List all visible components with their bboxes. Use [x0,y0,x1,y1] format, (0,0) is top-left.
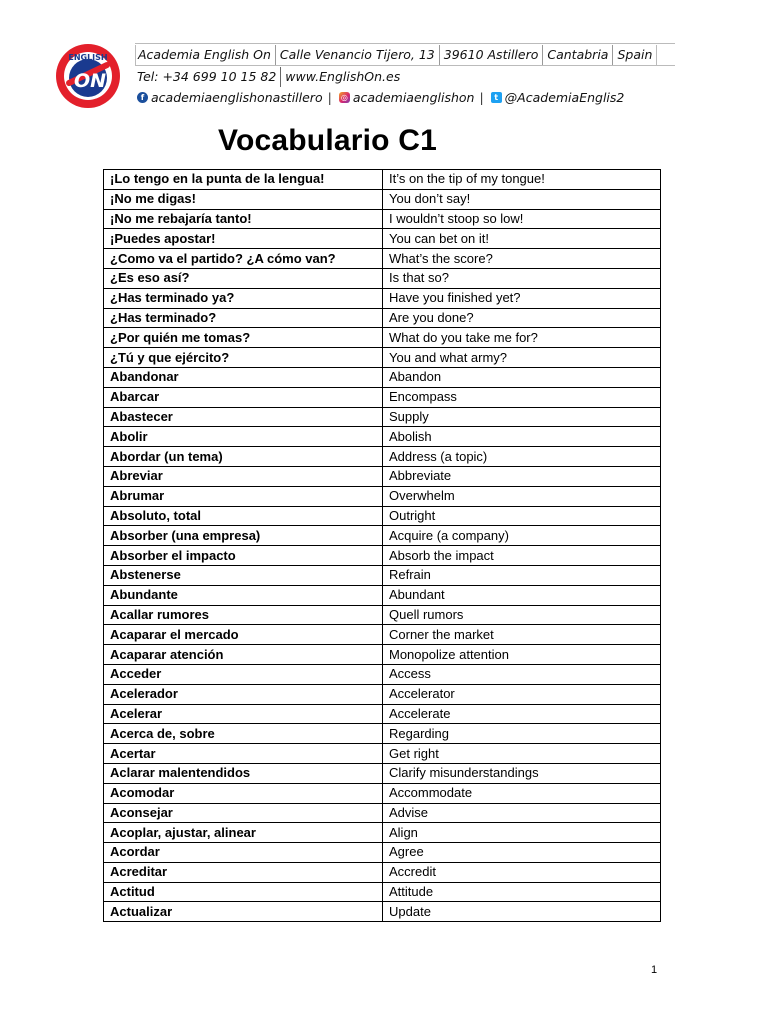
phone-number: Tel: +34 699 10 15 82 [137,68,277,84]
english-translation: Quell rumors [383,605,661,625]
english-translation: What’s the score? [383,249,661,269]
table-row [104,823,661,843]
spanish-term: ¡Lo tengo en la punta de la lengua! [104,170,383,190]
spanish-term: ¿Por quién me tomas? [104,328,383,348]
english-translation: Advise [383,803,661,823]
postal-city: 39610 Astillero [439,45,543,65]
table-row [104,645,661,665]
region: Cantabria [542,45,612,65]
separator: | [327,90,332,105]
english-translation: It’s on the tip of my tongue! [383,170,661,190]
spanish-term: Abordar (un tema) [104,447,383,467]
spanish-term: ¡No me rebajaría tanto! [104,209,383,229]
spanish-term: Acelerador [104,684,383,704]
table-row [104,526,661,546]
english-translation: Abandon [383,367,661,387]
spanish-term: Absorber (una empresa) [104,526,383,546]
english-translation: Supply [383,407,661,427]
spanish-term: Acaparar el mercado [104,625,383,645]
table-row [104,348,661,368]
spanish-term: Abstenerse [104,565,383,585]
table-row [104,229,661,249]
english-translation: Clarify misunderstandings [383,763,661,783]
spanish-term: Acordar [104,843,383,863]
table-row [104,704,661,724]
logo-text-main: ON [73,70,107,92]
spanish-term: Acelerar [104,704,383,724]
spanish-term: Acreditar [104,862,383,882]
instagram-handle[interactable]: academiaenglishon [352,90,475,105]
english-translation: Abundant [383,585,661,605]
twitter-handle[interactable]: @AcademiaEnglis2 [504,90,625,105]
english-translation: Monopolize attention [383,645,661,665]
spanish-term: Abreviar [104,466,383,486]
spanish-term: ¡No me digas! [104,189,383,209]
facebook-handle[interactable]: academiaenglishonastillero [151,90,323,105]
english-translation: You and what army? [383,348,661,368]
table-row [104,328,661,348]
logo-text-top: ENGLISH [68,53,108,62]
english-translation: Align [383,823,661,843]
table-row [104,447,661,467]
english-translation: Accredit [383,862,661,882]
english-translation: Outright [383,506,661,526]
table-row [104,209,661,229]
table-row [104,486,661,506]
spanish-term: Acceder [104,664,383,684]
country: Spain [612,45,657,65]
header-address-row [135,43,675,66]
table-row [104,724,661,744]
spanish-term: Acoplar, ajustar, alinear [104,823,383,843]
english-translation: Are you done? [383,308,661,328]
spanish-term: Abolir [104,427,383,447]
english-translation: Get right [383,744,661,764]
english-translation: Abolish [383,427,661,447]
english-translation: Attitude [383,882,661,902]
spanish-term: Actitud [104,882,383,902]
table-row [104,664,661,684]
contact-header [135,43,675,108]
english-translation: Overwhelm [383,486,661,506]
table-row [104,565,661,585]
table-row [104,744,661,764]
table-row [104,862,661,882]
table-row [104,466,661,486]
spanish-term: Abarcar [104,387,383,407]
spanish-term: Absorber el impacto [104,546,383,566]
english-translation: Have you finished yet? [383,288,661,308]
spanish-term: Aclarar malentendidos [104,763,383,783]
spanish-term: Acaparar atención [104,645,383,665]
english-translation: Corner the market [383,625,661,645]
english-translation: Accelerate [383,704,661,724]
spanish-term: ¡Puedes apostar! [104,229,383,249]
english-translation: What do you take me for? [383,328,661,348]
english-on-logo-icon [55,43,121,109]
table-row [104,249,661,269]
english-translation: Accelerator [383,684,661,704]
twitter-icon: t [491,92,502,103]
table-row [104,189,661,209]
spanish-term: ¿Como va el partido? ¿A cómo van? [104,249,383,269]
english-translation: Is that so? [383,268,661,288]
english-translation: Refrain [383,565,661,585]
spanish-term: ¿Tú y que ejército? [104,348,383,368]
english-translation: Address (a topic) [383,447,661,467]
table-row [104,506,661,526]
vocabulary-table-body [104,170,661,922]
table-row [104,902,661,922]
spanish-term: ¿Has terminado? [104,308,383,328]
table-row [104,407,661,427]
academy-name: Academia English On [135,45,275,65]
street-address: Calle Venancio Tijero, 13 [275,45,439,65]
page-number: 1 [651,964,658,976]
spanish-term: Actualizar [104,902,383,922]
table-row [104,427,661,447]
english-translation: Regarding [383,724,661,744]
table-row [104,684,661,704]
spanish-term: Aconsejar [104,803,383,823]
separator: | [479,90,484,105]
table-row [104,288,661,308]
table-row [104,783,661,803]
spanish-term: Abandonar [104,367,383,387]
page-title: Vocabulario C1 [218,124,437,157]
table-row [104,625,661,645]
table-row [104,268,661,288]
english-translation: I wouldn’t stoop so low! [383,209,661,229]
english-translation: You don’t say! [383,189,661,209]
table-row [104,387,661,407]
spanish-term: Acerca de, sobre [104,724,383,744]
instagram-icon: ◎ [339,92,350,103]
facebook-icon: f [137,92,148,103]
spanish-term: Absoluto, total [104,506,383,526]
table-row [104,882,661,902]
table-row [104,367,661,387]
table-row [104,803,661,823]
english-translation: Abbreviate [383,466,661,486]
english-translation: You can bet on it! [383,229,661,249]
spanish-term: Acomodar [104,783,383,803]
spanish-term: Acertar [104,744,383,764]
table-row [104,546,661,566]
english-translation: Access [383,664,661,684]
english-translation: Encompass [383,387,661,407]
english-translation: Absorb the impact [383,546,661,566]
spanish-term: Acallar rumores [104,605,383,625]
header-contact-row [135,66,675,87]
english-translation: Agree [383,843,661,863]
spanish-term: Abrumar [104,486,383,506]
spanish-term: Abastecer [104,407,383,427]
academy-logo [55,43,121,109]
social-row [135,87,675,108]
spanish-term: ¿Has terminado ya? [104,288,383,308]
english-translation: Acquire (a company) [383,526,661,546]
spanish-term: Abundante [104,585,383,605]
table-row [104,585,661,605]
spanish-term: ¿Es eso así? [104,268,383,288]
website-link[interactable]: www.EnglishOn.es [280,67,404,87]
table-row [104,605,661,625]
english-translation: Update [383,902,661,922]
vocabulary-table [103,169,661,922]
english-translation: Accommodate [383,783,661,803]
table-row [104,308,661,328]
table-row [104,170,661,190]
table-row [104,843,661,863]
table-row [104,763,661,783]
